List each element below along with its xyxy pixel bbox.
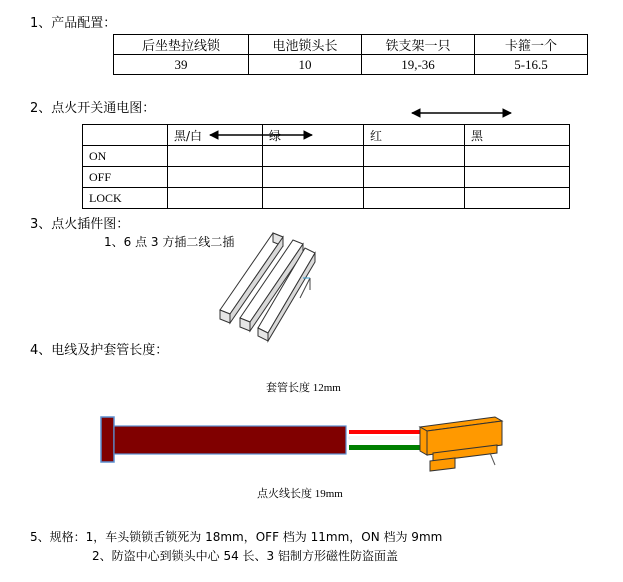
row-label: OFF — [83, 167, 168, 188]
row-label: LOCK — [83, 188, 168, 209]
table-cell — [364, 167, 465, 188]
table-row — [83, 188, 570, 209]
table-header-cell: 黑/白 — [168, 125, 263, 146]
connector-type-label: 1、6 点 3 方插二线二插 — [104, 235, 235, 249]
table-row — [83, 125, 570, 146]
table-row — [114, 55, 588, 75]
table-header-cell: 铁支架一只 — [362, 35, 475, 55]
connector-plug-image — [215, 228, 325, 343]
table-cell — [168, 188, 263, 209]
table-cell — [364, 146, 465, 167]
table-cell — [168, 167, 263, 188]
table-header-cell — [83, 125, 168, 146]
table-cell — [465, 146, 570, 167]
table-cell — [263, 146, 364, 167]
table-header-cell: 后坐垫拉线锁 — [114, 35, 249, 55]
table-cell — [263, 188, 364, 209]
table-row — [83, 167, 570, 188]
table-header-cell: 卡箍一个 — [475, 35, 588, 55]
table-row — [114, 35, 588, 55]
table-header-cell: 红 — [364, 125, 465, 146]
section-2-title: 2、点火开关通电图： — [30, 101, 156, 116]
table-cell: 19,-36 — [362, 55, 475, 75]
table-cell: 5-16.5 — [475, 55, 588, 75]
wire-length-label: 点火线长度 19mm — [257, 488, 343, 500]
table-cell: 39 — [114, 55, 249, 75]
switch-table — [82, 124, 570, 209]
table-header-cell: 绿 — [263, 125, 364, 146]
section-5-spec-line-1: 5、规格：1，车头锁锁舌锁死为 18mm，OFF 档为 11mm，ON 档为 9mm — [30, 530, 443, 544]
table-cell — [465, 167, 570, 188]
table-cell — [263, 167, 364, 188]
section-4-title: 4、电线及护套管长度： — [30, 343, 169, 358]
table-cell — [364, 188, 465, 209]
row-label: ON — [83, 146, 168, 167]
section-1-title: 1、产品配置： — [30, 16, 117, 31]
table-row — [83, 146, 570, 167]
section-5-spec-line-2: 2、防盗中心到锁头中心 54 长、3 铝制方形磁性防盗面盖 — [92, 549, 398, 563]
wire-harness-image — [95, 405, 515, 480]
table-header-cell: 电池锁头长 — [249, 35, 362, 55]
config-table — [113, 34, 588, 75]
table-cell — [168, 146, 263, 167]
table-cell — [465, 188, 570, 209]
section-3-title: 3、点火插件图： — [30, 217, 130, 232]
sleeve-length-label: 套管长度 12mm — [266, 382, 341, 394]
table-header-cell: 黑 — [465, 125, 570, 146]
table-cell: 10 — [249, 55, 362, 75]
